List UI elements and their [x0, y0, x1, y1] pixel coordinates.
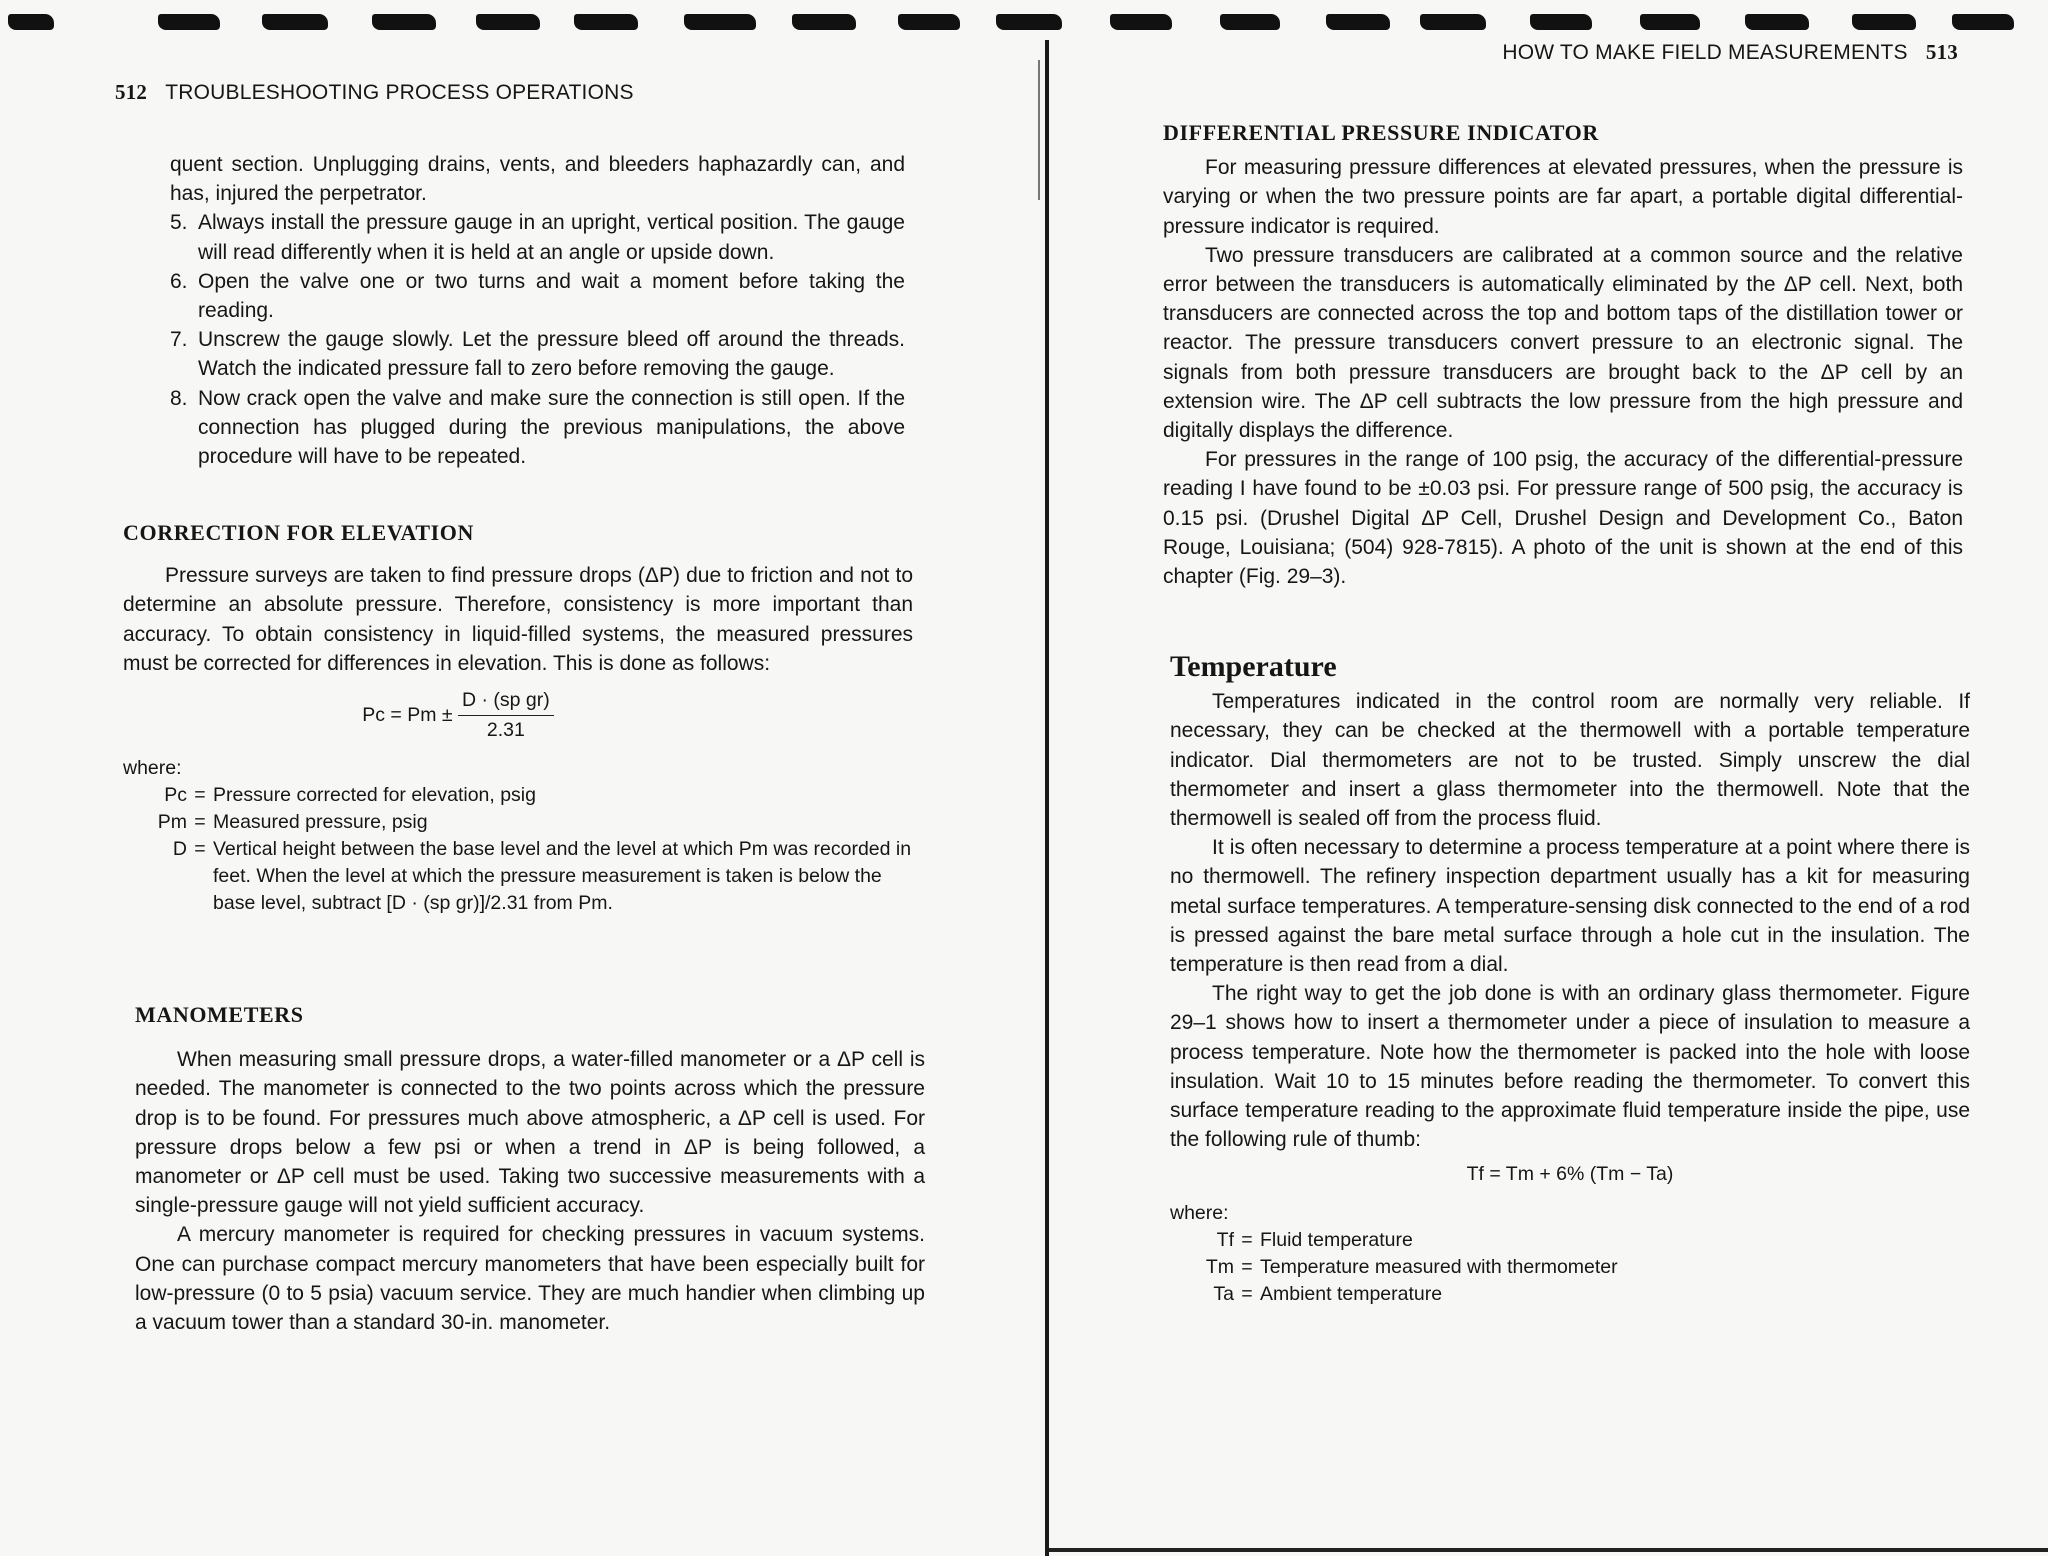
formula-lhs: Pc = Pm ±: [362, 703, 453, 726]
temperature-paragraph-3: The right way to get the job done is with an ordinary glass thermometer. Figure 29–1 shows how to insert a thermometer under a piece of insulation to measure a process temperature. Note how the thermometer is packed into the hole with loose insulation. Wait 10 to 15 minutes before reading the thermometer. To convert this surface temperature reading to the approximate fluid temperature inside the pipe, use the following rule of thumb:: [1170, 982, 1970, 1152]
left-running-head: [115, 80, 634, 105]
definition-row: [1170, 1281, 1970, 1308]
definition-symbol: Tf: [1216, 1228, 1234, 1251]
book-spine: [1045, 40, 1049, 1556]
step-text: Now crack open the valve and make sure the connection is still open. If the connection has plugged during the previous manipulations, the above procedure will have to be repeated.: [198, 386, 905, 469]
definition-text: Fluid temperature: [1260, 1228, 1413, 1251]
definition-symbol: D: [172, 838, 187, 861]
definition-equals: =: [1241, 1282, 1253, 1305]
step-text: Unscrew the gauge slowly. Let the pressure bleed off around the threads. Watch the indicated pressure fall to zero before removing the gauge.: [198, 328, 905, 381]
list-item: [170, 208, 905, 266]
step-number: 7.: [170, 328, 188, 352]
definition-equals: =: [194, 811, 206, 834]
step-text: Always install the pressure gauge in an upright, vertical position. The gauge will read differently when it is held at an angle or upside down.: [198, 211, 905, 264]
step-number: 5.: [170, 211, 188, 235]
definition-equals: =: [194, 838, 206, 861]
manometers-paragraph-2: A mercury manometer is required for checking pressures in vacuum systems. One can purchase compact mercury manometers that have been especially built for low-pressure (0 to 5 psia) vacuum service. They are much handier when climbing up a vacuum tower than a standard 30-in. manometer.: [135, 1223, 925, 1335]
step-text: Open the valve one or two turns and wait a moment before taking the reading.: [198, 269, 905, 323]
dp-section: [1163, 118, 1963, 591]
definition-row: [123, 836, 913, 917]
manometers-paragraph-1: When measuring small pressure drops, a water-filled manometer or a ΔP cell is needed. The manometer is connected to the two points across which the pressure drop is to be found. For pressures much above atmospheric, a ΔP cell is used. For pressure drops below a few psi or when a trend in ΔP is being followed, a manometer or ΔP cell must be used. Taking two successive measurements with a single-pressure gauge will not yield sufficient accuracy.: [135, 1048, 925, 1218]
definition-text: Ambient temperature: [1260, 1282, 1443, 1305]
dp-paragraph-3: For pressures in the range of 100 psig, the accuracy of the differential-pressure reading I have found to be ±0.03 psi. For pressure range of 500 psig, the accuracy is 0.15 psi. (Drushel Digital ΔP Cell, Drushel Design and Development Co., Baton Rouge, Louisiana; (504) 928-7815). A photo of the unit is shown at the end of this chapter (Fig. 29–3).: [1163, 448, 1963, 589]
formula-fraction: [458, 686, 554, 745]
definition-row: [123, 782, 913, 809]
right-page: [1055, 0, 2048, 1556]
temperature-formula: Tf = Tm + 6% (Tm − Ta): [1466, 1163, 1674, 1186]
definition-equals: =: [194, 784, 206, 807]
elevation-definitions: [123, 755, 913, 917]
temperature-paragraph-1: Temperatures indicated in the control room are normally very reliable. If necessary, they can be checked at the thermowell with a portable temperature indicator. Dial thermometers are not to be trusted. Simply unscrew the dial thermometer and insert a glass thermometer into the thermowell. Note that the thermowell is sealed off from the process fluid.: [1170, 690, 1970, 831]
section-heading-manometers: MANOMETERS: [135, 1002, 304, 1027]
continued-paragraph: quent section. Unplugging drains, vents, and bleeders haphazardly can, and has, injured the perpetrator.: [170, 153, 905, 206]
definition-symbol: Tm: [1205, 1255, 1234, 1278]
dp-paragraph-1: For measuring pressure differences at elevated pressures, when the pressure is varying or when the two pressure points are far apart, a portable digital differential-pressure indicator is required.: [1163, 156, 1963, 238]
section-heading-dp: DIFFERENTIAL PRESSURE INDICATOR: [1163, 120, 1599, 145]
step-number: 8.: [170, 386, 188, 410]
list-item: [170, 267, 905, 325]
section-heading-elevation: CORRECTION FOR ELEVATION: [123, 520, 474, 545]
definition-text: Pressure corrected for elevation, psig: [213, 784, 536, 807]
definition-row: [1170, 1227, 1970, 1254]
definition-text: Vertical height between the base level and the level at which Pm was recorded in feet. When the level at which the pressure measurement is taken is below the base level, subtract [D · (sp gr)]/2.31 from Pm.: [213, 838, 912, 915]
definition-symbol: Pc: [164, 784, 187, 807]
manometers-section: [135, 1000, 925, 1337]
dp-paragraph-2: Two pressure transducers are calibrated at a common source and the relative error between the transducers is automatically eliminated by the ΔP cell. Next, both transducers are connected across the top and bottom taps of the distillation tower or reactor. The pressure transducers convert pressure to an electronic signal. The signals from both pressure transducers are brought back to the ΔP cell by an extension wire. The ΔP cell subtracts the low pressure from the high pressure and digitally displays the difference.: [1163, 243, 1963, 443]
temperature-paragraph-2: It is often necessary to determine a process temperature at a point where there is no thermowell. The refinery inspection department usually has a kit for measuring metal surface temperatures. A temperature-sensing disk connected to the end of a rod is pressed against the bare metal surface through a hole cut in the insulation. The temperature is then read from a dial.: [1170, 836, 1970, 977]
formula-denominator: 2.31: [486, 719, 525, 742]
elevation-section: [123, 518, 913, 917]
list-item: [170, 325, 905, 383]
left-page-number: 512: [115, 80, 148, 104]
right-running-head: [1502, 40, 1958, 65]
step-number: 6.: [170, 269, 188, 293]
definition-text: Temperature measured with thermometer: [1260, 1255, 1618, 1278]
definition-row: [123, 809, 913, 836]
list-item: [170, 384, 905, 472]
right-page-number: 513: [1925, 40, 1958, 64]
definition-text: Measured pressure, psig: [213, 811, 428, 834]
definition-row: [1170, 1254, 1970, 1281]
elevation-formula: [3, 686, 913, 745]
temperature-definitions: [1170, 1200, 1970, 1308]
right-running-head-title: HOW TO MAKE FIELD MEASUREMENTS: [1502, 41, 1908, 64]
definition-equals: =: [1241, 1255, 1253, 1278]
left-running-head-title: TROUBLESHOOTING PROCESS OPERATIONS: [165, 81, 634, 104]
where-label: where:: [1170, 1201, 1229, 1224]
temperature-section: [1170, 652, 1970, 1308]
section-heading-temperature: Temperature: [1170, 650, 1337, 683]
where-label: where:: [123, 757, 182, 780]
definition-equals: =: [1241, 1228, 1253, 1251]
formula-numerator: D · (sp gr): [458, 686, 554, 716]
definition-symbol: Ta: [1213, 1282, 1234, 1305]
definition-symbol: Pm: [157, 811, 187, 834]
steps-block: [170, 150, 905, 471]
elevation-paragraph: Pressure surveys are taken to find pressure drops (ΔP) due to friction and not to determine an absolute pressure. Therefore, consistency is more important than accuracy. To obtain consistency in liquid-filled systems, the measured pressures must be corrected for differences in elevation. This is done as follows:: [123, 564, 913, 675]
